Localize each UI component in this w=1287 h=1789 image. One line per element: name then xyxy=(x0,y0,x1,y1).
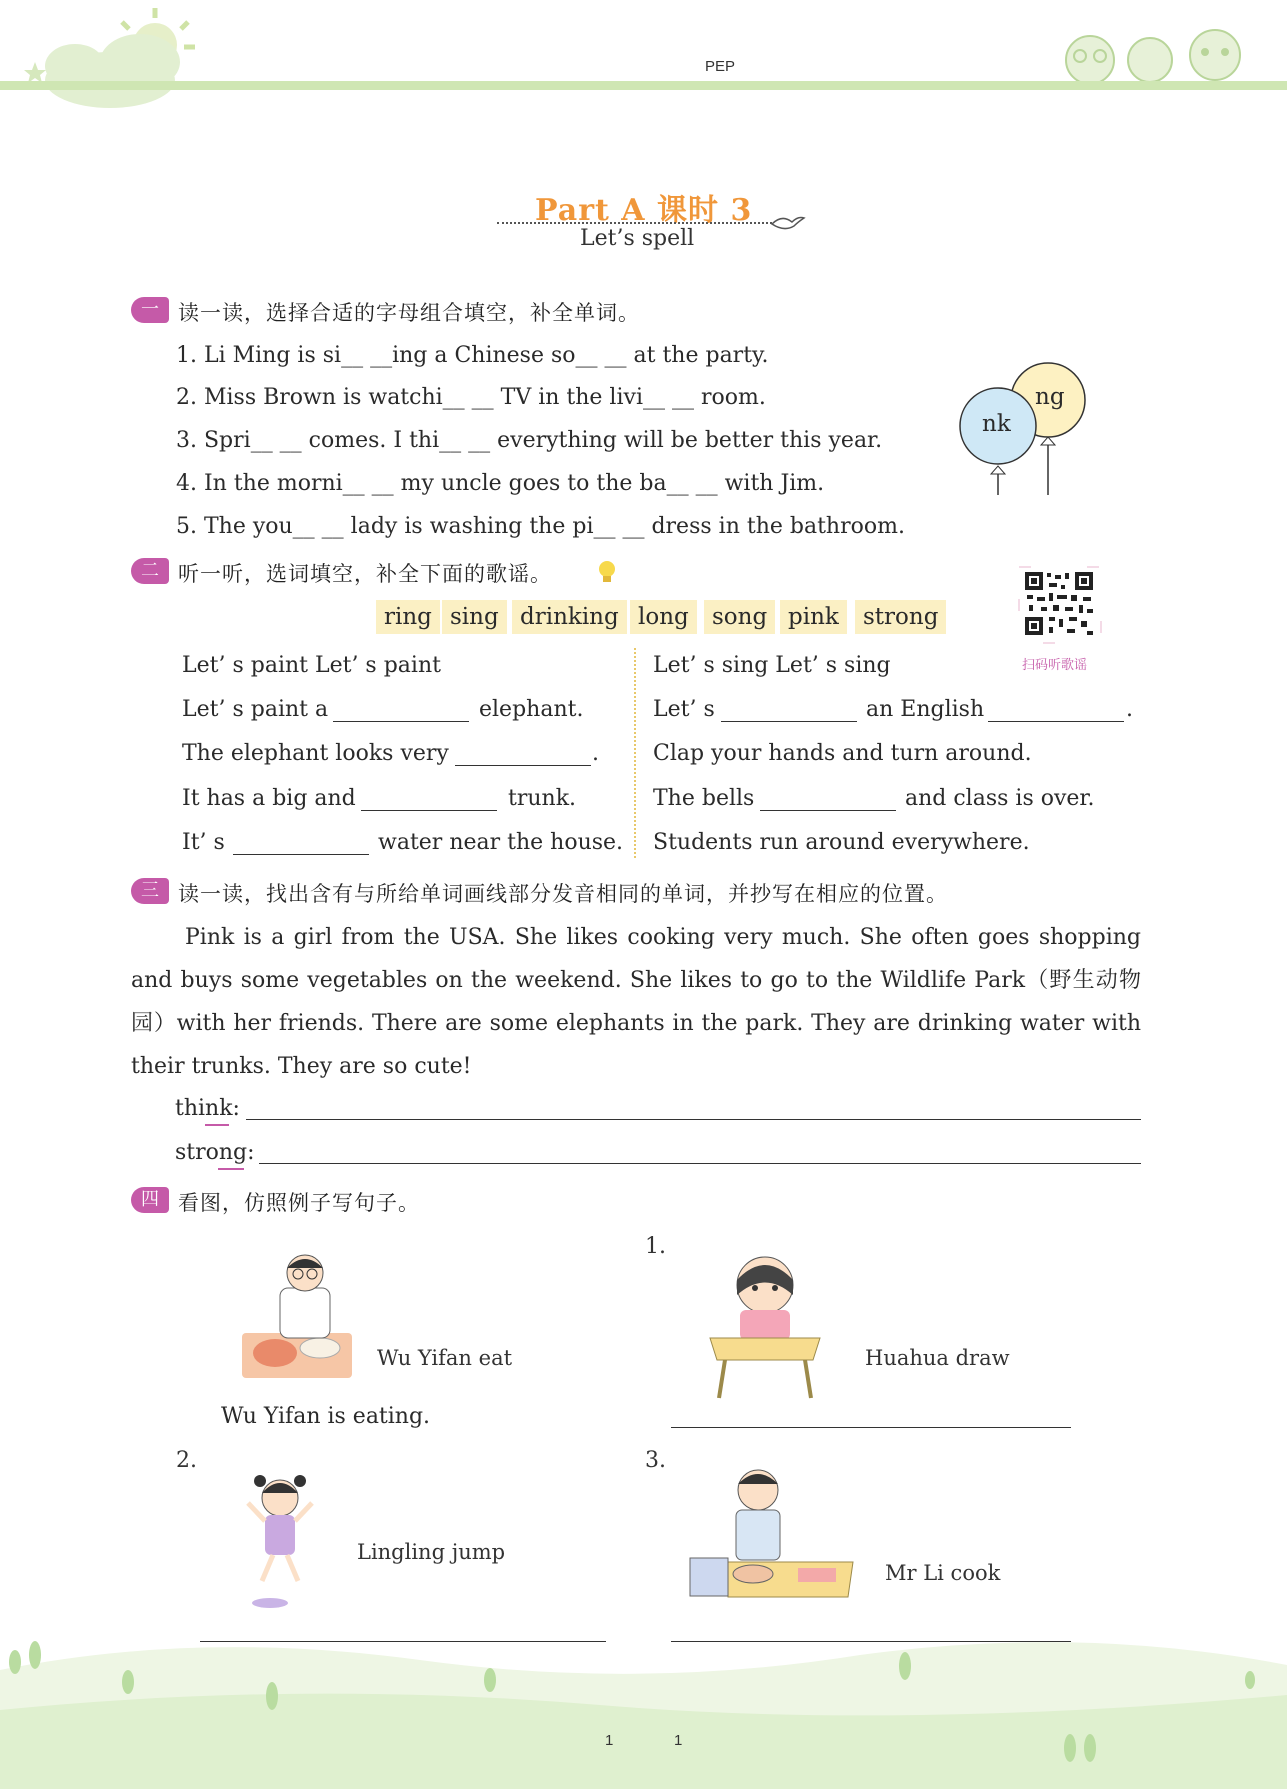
column-divider xyxy=(634,648,636,858)
qr-caption: 扫码听歌谣 xyxy=(1022,658,1088,673)
bird-icon xyxy=(770,210,806,234)
footer-landscape xyxy=(0,1600,1287,1789)
picture-caption: Lingling jump xyxy=(357,1540,506,1564)
answer-line[interactable] xyxy=(671,1427,1071,1428)
section-badge: 一 xyxy=(131,297,169,323)
header-decoration xyxy=(0,0,1287,120)
sound-underline xyxy=(218,1168,244,1170)
answer-line[interactable] xyxy=(259,1163,1141,1164)
cloud-icon xyxy=(45,34,180,108)
word-bank-item: sing xyxy=(442,600,507,634)
animal-faces-icon xyxy=(1066,30,1240,84)
song-line: Clap your hands and turn around. xyxy=(653,741,1032,766)
song-line: It’ s xyxy=(182,830,225,855)
song-line: Students run around everywhere. xyxy=(653,830,1030,855)
answer-blank[interactable] xyxy=(988,721,1124,722)
song-line: Let’ s sing Let’ s sing xyxy=(653,653,891,678)
answer-blank[interactable] xyxy=(333,721,469,722)
answer-blank[interactable] xyxy=(455,765,591,766)
song-line: and class is over. xyxy=(905,786,1095,811)
exercise-sentence: 5. The you__ __ lady is washing the pi__ __ dress in the bathroom. xyxy=(176,514,905,539)
exercise-sentence: 3. Spri__ __ comes. I thi__ __ everything will be better this year. xyxy=(176,428,883,453)
song-line: water near the house. xyxy=(378,830,624,855)
song-line: . xyxy=(592,741,599,766)
page-subtitle: Let’s spell xyxy=(580,226,695,251)
word-bank-item: song xyxy=(704,600,775,634)
section-badge: 三 xyxy=(131,878,169,904)
sound-underline xyxy=(205,1124,229,1126)
girl-jumping-illustration xyxy=(240,1463,320,1613)
song-line: The elephant looks very xyxy=(182,741,449,766)
exercise-sentence: 1. Li Ming is si__ __ing a Chinese so__ __ at the party. xyxy=(176,343,769,368)
reading-paragraph: Pink is a girl from the USA. She likes cooking very much. She often goes shopping and buys some vegetables on the weekend. She likes to go to the Wildlife Park（野生动物园）with her friends. There are some elephants in the park. They are drinking water with their trunks. They are so cute! xyxy=(131,925,1141,1079)
example-sentence: Wu Yifan is eating. xyxy=(221,1404,431,1429)
song-line: It has a big and xyxy=(182,786,356,811)
word-bank-item: strong xyxy=(855,600,946,634)
item-number: 2. xyxy=(176,1448,197,1473)
picture-caption: Wu Yifan eat xyxy=(377,1346,513,1370)
answer-label: strong: xyxy=(175,1140,255,1165)
section-instruction: 读一读，选择合适的字母组合填空，补全单词。 xyxy=(178,301,640,325)
page-number: 1 xyxy=(605,1732,614,1749)
girl-drawing-illustration xyxy=(705,1250,825,1400)
song-line: an English xyxy=(866,697,985,722)
song-line: Let’ s paint a xyxy=(182,697,329,722)
header-label: PEP xyxy=(705,58,736,75)
answer-label: think: xyxy=(175,1096,240,1121)
lightbulb-icon xyxy=(596,558,618,586)
balloons-illustration xyxy=(955,355,1095,500)
word-bank-item: pink xyxy=(780,600,847,634)
balloon-label: nk xyxy=(982,411,1011,437)
title-divider xyxy=(497,222,772,224)
picture-caption: Huahua draw xyxy=(865,1346,1010,1370)
header-bar xyxy=(0,81,1287,90)
song-line: Let’ s paint Let’ s paint xyxy=(182,653,441,678)
man-cooking-illustration xyxy=(688,1462,858,1602)
answer-line[interactable] xyxy=(246,1119,1141,1120)
word-bank-item: long xyxy=(630,600,697,634)
page-title: Part A 课时 3 xyxy=(535,193,753,228)
page-number: 1 xyxy=(674,1732,683,1749)
exercise-sentence: 4. In the morni__ __ my uncle goes to the ba__ __ with Jim. xyxy=(176,471,825,496)
section-instruction: 听一听，选词填空，补全下面的歌谣。 xyxy=(178,562,552,586)
qr-code[interactable] xyxy=(1017,565,1103,645)
exercise-sentence: 2. Miss Brown is watchi__ __ TV in the livi__ __ room. xyxy=(176,385,766,410)
word-bank-item: ring xyxy=(376,600,440,634)
section-badge: 四 xyxy=(131,1187,169,1213)
picture-caption: Mr Li cook xyxy=(885,1561,1001,1585)
section-instruction: 看图，仿照例子写句子。 xyxy=(178,1191,420,1215)
boy-eating-illustration xyxy=(240,1248,355,1383)
answer-blank[interactable] xyxy=(721,721,857,722)
item-number: 3. xyxy=(645,1448,666,1473)
item-number: 1. xyxy=(645,1234,666,1259)
answer-blank[interactable] xyxy=(361,810,497,811)
song-line: Let’ s xyxy=(653,697,715,722)
balloon-label: ng xyxy=(1035,384,1065,410)
section-badge: 二 xyxy=(131,558,169,584)
star-icon xyxy=(24,62,46,83)
song-line: The bells xyxy=(653,786,755,811)
answer-blank[interactable] xyxy=(760,810,896,811)
word-bank-item: drinking xyxy=(512,600,627,634)
section-instruction: 读一读，找出含有与所给单词画线部分发音相同的单词，并抄写在相应的位置。 xyxy=(178,882,948,906)
song-line: trunk. xyxy=(508,786,577,811)
song-line: elephant. xyxy=(479,697,584,722)
song-line: . xyxy=(1126,697,1133,722)
answer-blank[interactable] xyxy=(233,854,369,855)
